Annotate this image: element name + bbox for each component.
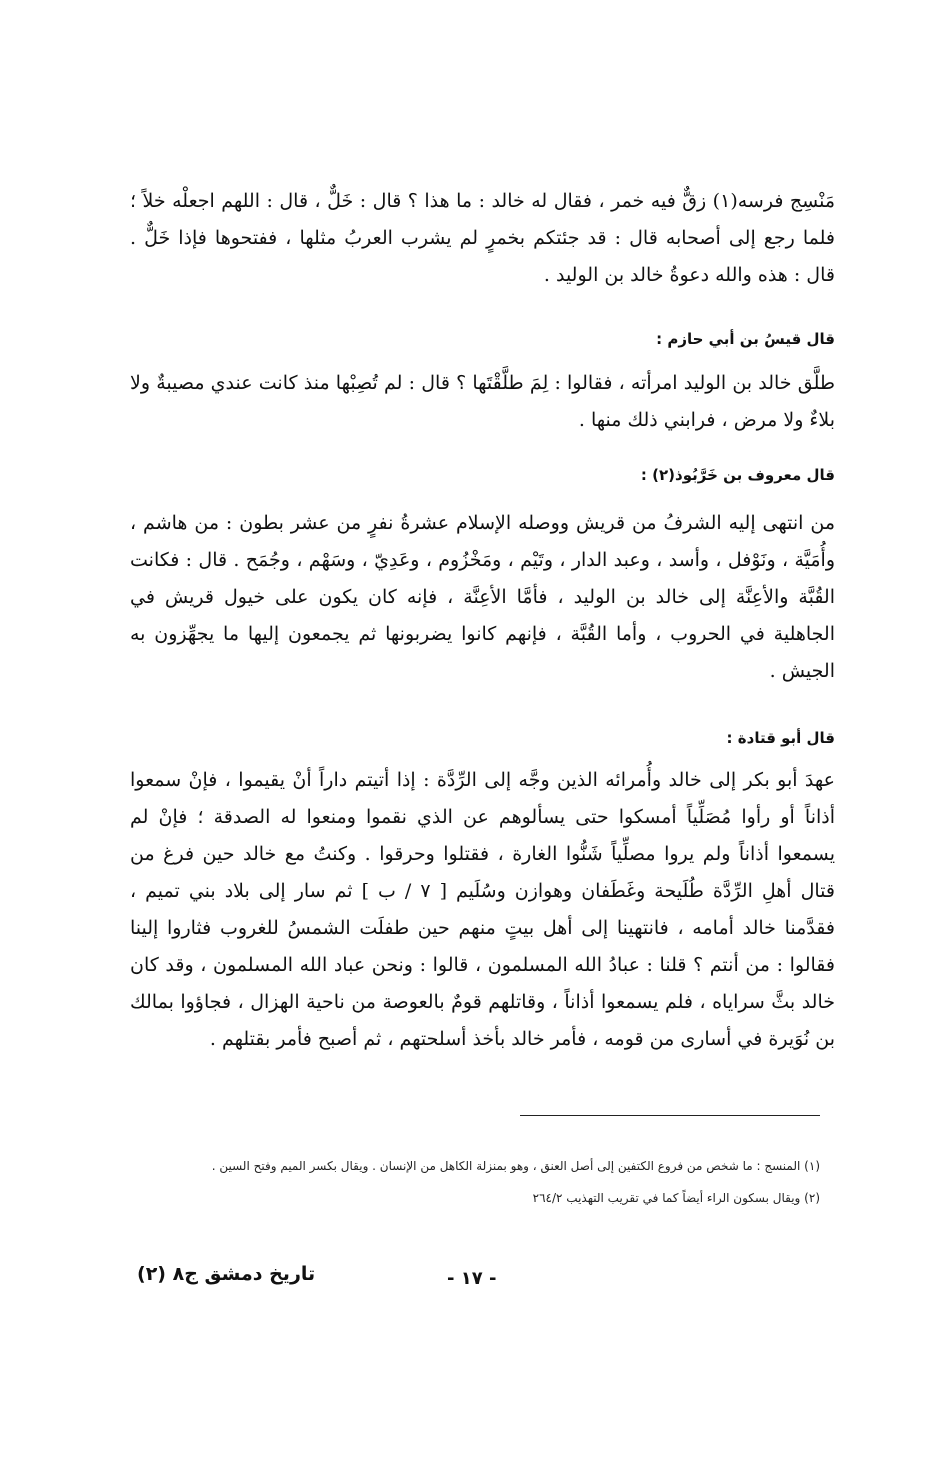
section-heading-abu-qatada <box>130 726 835 750</box>
footnotes <box>130 1150 820 1214</box>
section-heading: قال معروف بن خَرَّبُوذ(٢) : <box>640 466 835 484</box>
footnote-separator <box>520 1115 820 1116</box>
footnote-1: (١) المنسج : ما شخص من فروع الكتفين إلى أصل العنق ، وهو بمنزلة الكاهل من الإنسان . ويقال بكسر الميم وفتح السين . <box>211 1159 820 1173</box>
section-heading-maruf <box>130 463 835 487</box>
section-heading-qays <box>130 327 835 351</box>
paragraph-quraysh-clans <box>130 505 835 690</box>
paragraph-text: طلَّق خالد بن الوليد امرأته ، فقالوا : لِمَ طلَّقْتَها ؟ قال : لم تُصِبْها منذ كانت عندي مصيبةٌ ولا بلاءٌ ولا مرض ، فرابني ذلك منها . <box>130 372 835 431</box>
paragraph-text: من انتهى إليه الشرفُ من قريش ووصله الإسلام عشرةُ نفرٍ من عشر بطون : من هاشم ، وأُمَيَّة ، ونَوْفل ، وأسد ، وعبد الدار ، وتَيْم ، ومَخْزُوم ، وعَدِيّ ، وسَهْم ، وجُمَح . قال : فكانت القُبَّة والأعِنَّة إلى خالد بن الوليد ، فأمَّا الأعِنَّة ، فإنه كان يكون على خيول قريش في الجاهلية في الحروب ، وأما القُبَّة ، فإنهم كانوا يضربونها ثم يجمعون إليها ما يجهِّزون به الجيش . <box>130 512 835 682</box>
footnote-2: (٢) ويقال بسكون الراء أيضاً كما في تقريب التهذيب ٢٦٤/٢ <box>532 1191 820 1205</box>
paragraph-text: مَنْسِج فرسه(١) زقٌّ فيه خمر ، فقال له خالد : ما هذا ؟ قال : خَلٌّ ، قال : اللهم اجعلْه خلاً ؛ فلما رجع إلى أصحابه قال : قد جئتكم بخمرٍ لم يشرب العربُ مثلها ، ففتحوها فإذا خَلٌّ . قال : هذه والله دعوةُ خالد بن الوليد . <box>130 190 836 286</box>
paragraph-text: عهدَ أبو بكر إلى خالد وأُمرائه الذين وجَّه إلى الرِّدَّة : إذا أتيتم داراً أنْ يقيموا ، فإنْ سمعوا أذاناً أو رأوا مُصَلِّياً أمسكوا حتى يسألوهم عن الذي نقموا ومنعوا له الصدقة ؛ فإنْ لم يسمعوا أذاناً ولم يروا مصلِّياً شَنُّوا الغارة ، فقتلوا وحرقوا . وكنتُ مع خالد حين فرغ من قتال أهلِ الرِّدَّة طُلَيحة وغَطَفان وهوازن وسُلَيم [ ٧ / ب ] ثم سار إلى بلاد بني تميم ، فقدَّمنا خالد أمامه ، فانتهينا إلى أهل بيتٍ منهم حين طفلَت الشمسُ للغروب فثاروا إلينا فقالوا : من أنتم ؟ قلنا : عبادُ الله المسلمون ، قالوا : ونحن عباد الله المسلمون ، وقد كان خالد بثَّ سراياه ، فلم يسمعوا أذاناً ، وقاتلهم قومٌ بالعوصة من ناحية الهزال ، فجاؤوا بمالك بن نُوَيرة في أسارى من قومه ، فأمر خالد بأخذ أسلحتهم ، ثم أصبح فأمر بقتلهم . <box>130 769 835 1050</box>
section-heading: قال أبو قتادة : <box>726 729 835 747</box>
paragraph-khalid-wine <box>130 183 835 294</box>
paragraph-khalid-divorce <box>130 365 835 439</box>
section-heading: قال قيسُ بن أبي حازم : <box>656 330 835 348</box>
book-title: تاريخ دمشق ج٨ (٢) <box>137 1263 316 1285</box>
paragraph-ridda-campaign <box>130 762 835 1058</box>
page-number: - ١٧ - <box>447 1268 497 1289</box>
